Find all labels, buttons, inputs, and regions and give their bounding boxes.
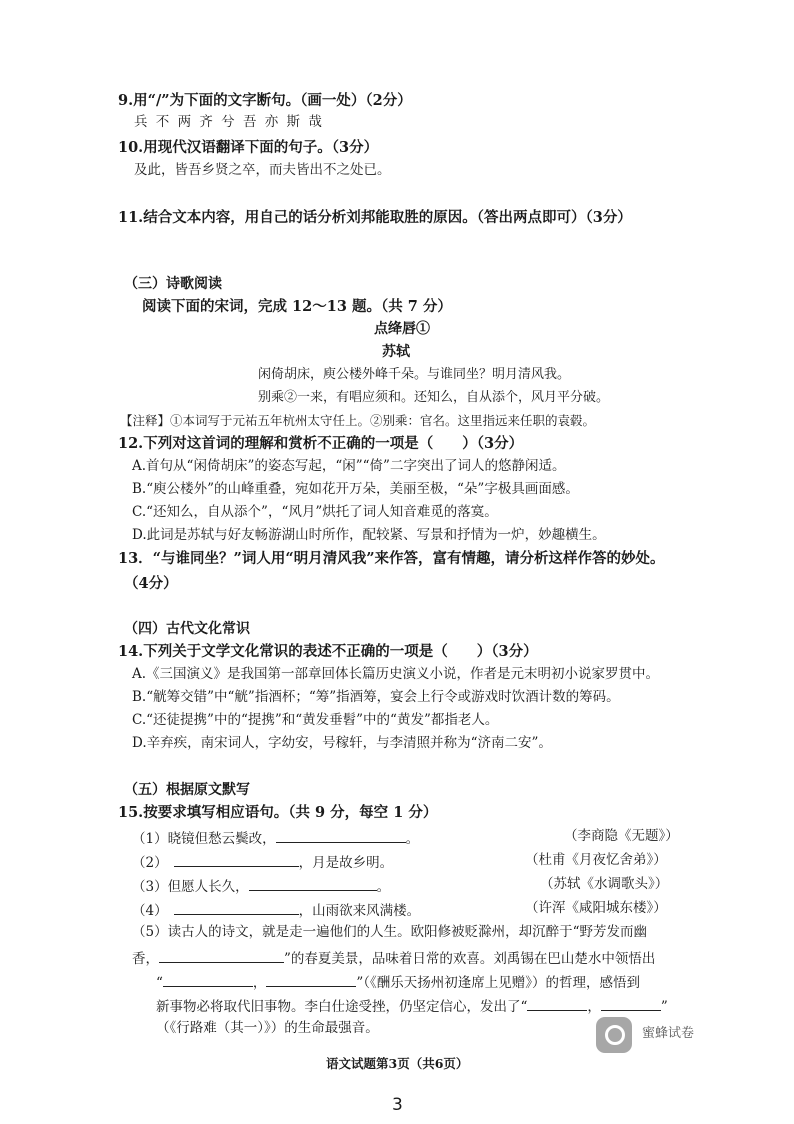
q15-item-2: （2） ，月是故乡明。 <box>132 855 394 871</box>
answer-blank[interactable] <box>276 830 406 843</box>
section4-header: （四）古代文化常识 <box>124 621 250 637</box>
q10-text: 及此，皆吾乡贤之卒，而夫皆出不之处已。 <box>134 162 391 178</box>
q15-item-3-source: （苏轼《水调歌头》） <box>540 876 669 892</box>
q13-title: 13．“与谁同坐？”词人用“明月清风我”来作答，富有情趣，请分析这样作答的妙处。 <box>118 550 665 567</box>
q15-item-5-line-3: “ ， ”（《酬乐天扬州初逢席上见赠》）的哲理，感悟到 <box>156 975 641 991</box>
section3-intro: 阅读下面的宋词，完成 12～13 题。（共 7 分） <box>142 298 452 315</box>
q14-option-b: B.“觥筹交错”中“觥”指酒杯；“筹”指酒筹，宴会上行令或游戏时饮酒计数的筹码。 <box>132 689 620 705</box>
section3-header: （三）诗歌阅读 <box>124 276 222 292</box>
answer-blank[interactable] <box>527 998 587 1011</box>
q10-title: 10.用现代汉语翻译下面的句子。（3分） <box>118 139 379 156</box>
q12-option-c: C.“还知么，自从添个”，“风月”烘托了词人知音难觅的落寞。 <box>132 504 498 520</box>
watermark-label: 蜜蜂试卷 <box>642 1026 695 1041</box>
q14-option-a: A.《三国演义》是我国第一部章回体长篇历史演义小说，作者是元末明初小说家罗贯中。 <box>132 666 660 682</box>
answer-blank[interactable] <box>174 854 299 867</box>
q15-title: 15.按要求填写相应语句。（共 9 分，每空 1 分） <box>118 804 438 821</box>
item-number: （3） <box>132 879 168 895</box>
page-footer: 语文试题第3页（共6页） <box>326 1056 469 1071</box>
q11-title: 11.结合文本内容，用自己的话分析刘邦能取胜的原因。（答出两点即可）（3分） <box>118 209 632 226</box>
poem-line-2: 别乘②一来，有唱应须和。还知么，自从添个，风月平分破。 <box>258 390 610 405</box>
q12-option-b: B.“庾公楼外”的山峰重叠，宛如花开万朵，美丽至极，“朵”字极具画面感。 <box>132 481 579 497</box>
q13-score: （4分） <box>124 575 178 592</box>
item-number: （4） <box>132 903 168 919</box>
q15-item-3: （3）但愿人长久， 。 <box>132 879 391 895</box>
answer-blank[interactable] <box>266 974 356 987</box>
page-number: 3 <box>392 1095 403 1115</box>
q9-text: 兵 不 两 齐 兮 吾 亦 斯 哉 <box>134 114 324 130</box>
q15-item-1: （1）晓镜但愁云鬓改， 。 <box>132 831 420 847</box>
answer-blank[interactable] <box>159 950 284 963</box>
q12-option-a: A.首句从“闲倚胡床”的姿态写起，“闲”“倚”二字突出了词人的悠静闲适。 <box>132 458 566 474</box>
answer-blank[interactable] <box>163 974 253 987</box>
bee-logo-icon <box>596 1017 632 1053</box>
q12-option-d: D.此词是苏轼与好友畅游湖山时所作，配较紧、写景和抒情为一炉，妙趣横生。 <box>132 527 606 543</box>
q15-item-1-source: （李商隐《无题》） <box>564 828 679 844</box>
poem-note: 【注释】①本词写于元祐五年杭州太守任上。②别乘：官名。这里指远来任职的袁毂。 <box>120 413 596 428</box>
item-number: （1） <box>132 831 168 847</box>
prompt-text: 但愿人长久， <box>167 879 249 895</box>
q15-item-2-source: （杜甫《月夜忆舍弟》） <box>525 852 667 868</box>
q15-item-5-line-1: （5）读古人的诗文，就是走一遍他们的人生。欧阳修被贬滁州，却沉醉于“野芳发而幽 <box>132 924 647 940</box>
poem-author: 苏轼 <box>382 344 410 360</box>
q9-title: 9.用“/”为下面的文字断句。（画一处）（2分） <box>118 92 412 109</box>
answer-blank[interactable] <box>249 878 377 891</box>
q14-option-d: D.辛弃疾，南宋词人，字幼安，号稼轩，与李清照并称为“济南二安”。 <box>132 735 552 751</box>
answer-blank[interactable] <box>601 998 661 1011</box>
prompt-text: 晓镜但愁云鬓改， <box>167 831 276 847</box>
answer-blank[interactable] <box>174 902 299 915</box>
q15-item-5-line-4: 新事物必将取代旧事物。李白仕途受挫，仍坚定信心，发出了“ ， ” <box>156 999 668 1015</box>
section5-header: （五）根据原文默写 <box>124 782 250 798</box>
q15-item-4: （4） ，山雨欲来风满楼。 <box>132 903 421 919</box>
item-number: （2） <box>132 855 168 871</box>
q15-item-4-source: （许浑《咸阳城东楼》） <box>525 900 667 916</box>
q14-option-c: C.“还徒提携”中的“提携”和“黄发垂髫”中的“黄发”都指老人。 <box>132 712 499 728</box>
q12-title: 12.下列对这首词的理解和赏析不正确的一项是（ ）（3分） <box>118 435 524 452</box>
poem-line-1: 闲倚胡床，庾公楼外峰千朵。与谁同坐？明月清风我。 <box>258 367 571 382</box>
q15-item-5-line-5: （《行路难（其一）》）的生命最强音。 <box>156 1020 379 1036</box>
q15-item-5-line-2: 香， ”的春夏美景，品味着日常的欢喜。刘禹锡在巴山楚水中领悟出 <box>132 951 656 967</box>
poem-title: 点绛唇① <box>374 321 430 337</box>
q14-title: 14.下列关于文学文化常识的表述不正确的一项是（ ）（3分） <box>118 643 538 660</box>
